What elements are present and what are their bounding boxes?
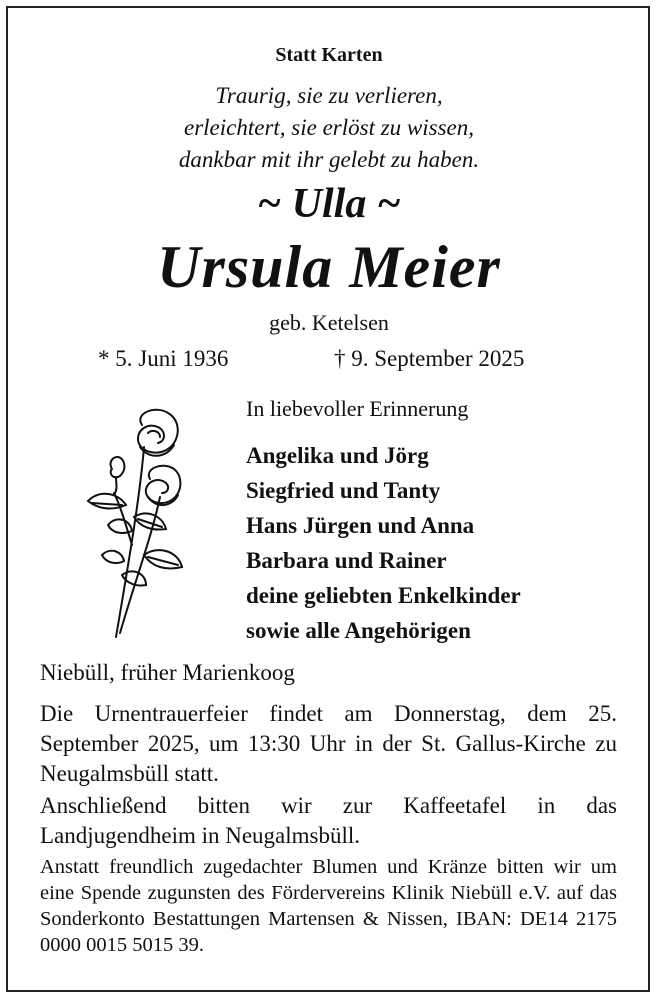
ceremony-paragraph: Die Urnentrauerfeier findet am Donnerstag, dem 25. September 2025, um 13:30 Uhr in der St. Gallus-Kirche zu Neugalmsbüll statt. <box>40 701 617 786</box>
coffee-paragraph: Anschließend bitten wir zur Kaffeetafel in das Landjugendheim in Neugalmsbüll. <box>40 793 617 848</box>
family-member: Siegfried und Tanty <box>246 478 441 503</box>
death-date: † 9. September 2025 <box>334 346 525 371</box>
memory-line: In liebevoller Erinnerung <box>246 396 469 421</box>
family-member: deine geliebten Enkelkinder <box>246 583 521 608</box>
birth-date: * 5. Juni 1936 <box>98 346 229 371</box>
donation-paragraph: Anstatt freundlich zugedachter Blumen und Kränze bitten wir um eine Spende zugunsten des Fördervereins Klinik Niebüll e.V. auf das Sonderkonto Bestattungen Martensen & Nissen, IBAN: DE14 2175 0000 0015 5015 39. <box>40 856 617 956</box>
family-list <box>246 438 521 648</box>
poem-line: erleichtert, sie erlöst zu wissen, <box>183 115 475 140</box>
nickname: ~ Ulla ~ <box>257 181 401 227</box>
place-line: Niebüll, früher Marienkoog <box>40 660 295 685</box>
family-member: Hans Jürgen und Anna <box>246 513 475 538</box>
deceased-name: Ursula Meier <box>157 234 501 300</box>
birth-name: geb. Ketelsen <box>269 310 389 335</box>
poem <box>0 80 658 176</box>
poem-line: dankbar mit ihr gelebt zu haben. <box>178 147 480 172</box>
family-member: Angelika und Jörg <box>246 443 429 468</box>
poem-line: Traurig, sie zu verlieren, <box>215 83 443 108</box>
notice-header: Statt Karten <box>275 44 383 66</box>
rose-icon <box>82 405 192 645</box>
family-member: sowie alle Angehörigen <box>246 618 471 643</box>
family-member: Barbara und Rainer <box>246 548 447 573</box>
